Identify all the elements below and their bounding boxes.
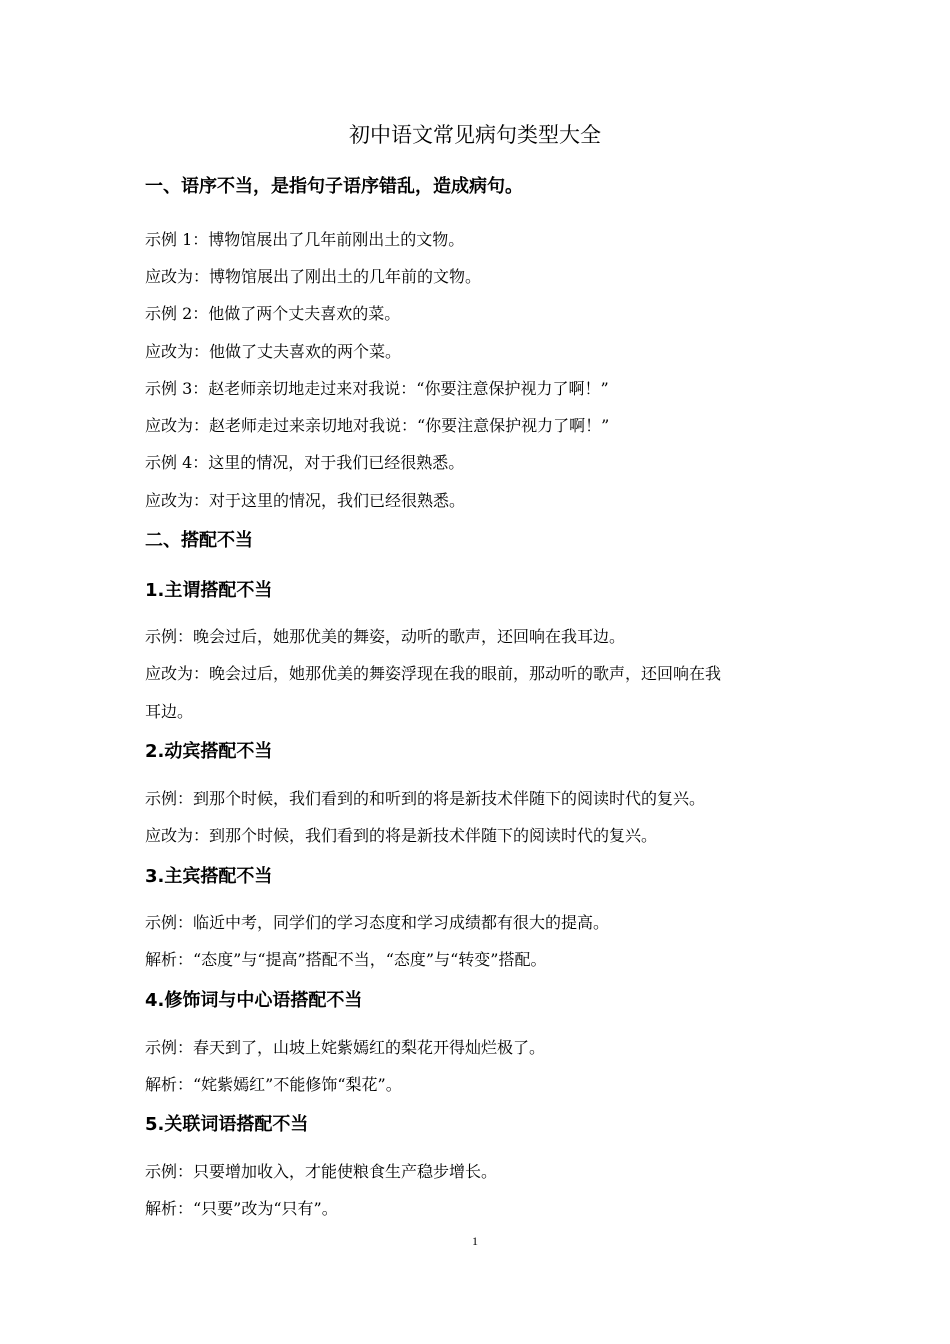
sub1-line-1: 示例：晚会过后，她那优美的舞姿，动听的歌声，还回响在我耳边。 <box>145 627 626 646</box>
sub4-heading: 4.修饰词与中心语搭配不当 <box>145 990 363 1011</box>
sub2-heading: 2.动宾搭配不当 <box>145 741 273 762</box>
sub4-line-2: 解析：“姹紫嫣红”不能修饰“梨花”。 <box>145 1075 402 1094</box>
sub1-line-3: 耳边。 <box>145 702 194 721</box>
page-number: 1 <box>472 1234 478 1248</box>
document-title: 初中语文常见病句类型大全 <box>349 123 601 147</box>
sub3-heading: 3.主宾搭配不当 <box>145 866 273 887</box>
section1-line-8: 应改为：对于这里的情况，我们已经很熟悉。 <box>145 491 466 510</box>
section1-line-7: 示例 4：这里的情况，对于我们已经很熟悉。 <box>145 453 465 472</box>
sub2-line-1: 示例：到那个时候，我们看到的和听到的将是新技术伴随下的阅读时代的复兴。 <box>145 789 706 808</box>
sub5-line-2: 解析：“只要”改为“只有”。 <box>145 1199 338 1218</box>
section2-heading: 二、搭配不当 <box>145 530 253 551</box>
sub4-line-1: 示例：春天到了，山坡上姹紫嫣红的梨花开得灿烂极了。 <box>145 1038 546 1057</box>
sub3-line-1: 示例：临近中考，同学们的学习态度和学习成绩都有很大的提高。 <box>145 913 610 932</box>
section1-heading: 一、语序不当，是指句子语序错乱，造成病句。 <box>145 176 523 197</box>
sub1-line-2: 应改为：晚会过后，她那优美的舞姿浮现在我的眼前，那动听的歌声，还回响在我 <box>145 664 722 683</box>
section1-line-1: 示例 1：博物馆展出了几年前刚出土的文物。 <box>145 230 465 249</box>
sub5-line-1: 示例：只要增加收入，才能使粮食生产稳步增长。 <box>145 1162 498 1181</box>
section1-line-5: 示例 3：赵老师亲切地走过来对我说：“你要注意保护视力了啊！” <box>145 379 609 398</box>
section1-line-3: 示例 2：他做了两个丈夫喜欢的菜。 <box>145 304 401 323</box>
section1-line-2: 应改为：博物馆展出了刚出土的几年前的文物。 <box>145 267 482 286</box>
sub3-line-2: 解析：“态度”与“提高”搭配不当，“态度”与“转变”搭配。 <box>145 950 547 969</box>
sub5-heading: 5.关联词语搭配不当 <box>145 1114 309 1135</box>
sub2-line-2: 应改为：到那个时候，我们看到的将是新技术伴随下的阅读时代的复兴。 <box>145 826 658 845</box>
section1-line-6: 应改为：赵老师走过来亲切地对我说：“你要注意保护视力了啊！” <box>145 416 610 435</box>
sub1-heading: 1.主谓搭配不当 <box>145 580 273 601</box>
section1-line-4: 应改为：他做了丈夫喜欢的两个菜。 <box>145 342 402 361</box>
